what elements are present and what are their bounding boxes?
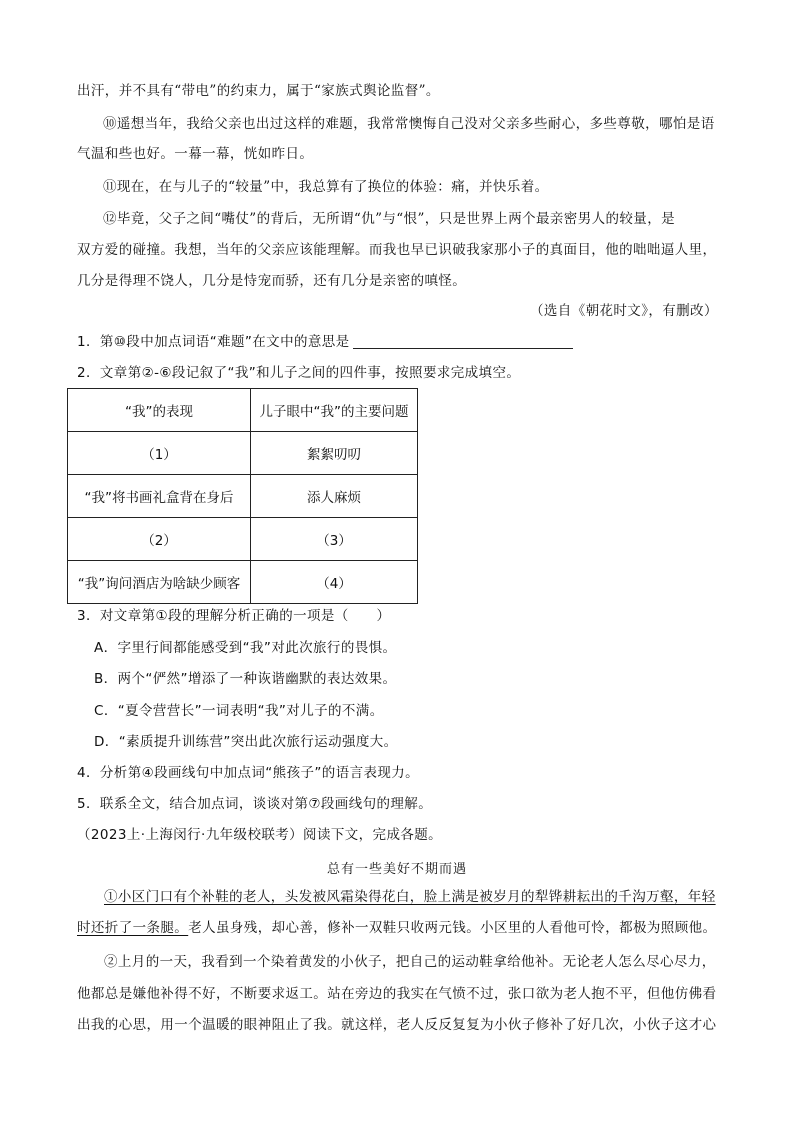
table-cell: “我”询问酒店为啥缺少顾客 (68, 561, 251, 604)
fill-in-table (67, 388, 418, 604)
question-2: 2．文章第②-⑥段记叙了“我”和儿子之间的四件事，按照要求完成填空。 (77, 365, 521, 381)
underlined-sentence: 时还折了一条腿。 (77, 920, 189, 936)
paragraph-2-line: ②上月的一天，我看到一个染着黄发的小伙子，把自己的运动鞋拿给他补。无论老人怎么尽心尽力， (104, 954, 716, 970)
table-row (68, 518, 418, 561)
paragraph-11: ⑪现在，在与儿子的“较量”中，我总算有了换位的体验：痛，并快乐着。 (103, 179, 549, 195)
question-3: 3．对文章第①段的理解分析正确的一项是（ ） (77, 608, 391, 624)
table-cell: （2） (68, 518, 251, 561)
paragraph-10-line: ⑩遥想当年，我给父亲也出过这样的难题，我常常懊悔自己没对父亲多些耐心，多些尊敬，哪怕是语 (103, 116, 715, 132)
table-cell: 添人麻烦 (251, 475, 418, 518)
paragraph-2-line: 出我的心思，用一个温暖的眼神阻止了我。就这样，老人反反复复为小伙子修补了好几次，小伙子这才心 (77, 1017, 717, 1033)
reading-intro: （2023上·上海闵行·九年级校联考）阅读下文，完成各题。 (77, 827, 443, 843)
table-row (68, 432, 418, 475)
paragraph-12-line: 双方爱的碰撞。我想，当年的父亲应该能理解。而我也早已识破我家那小子的真面目，他的咄咄逼人里， (77, 242, 717, 258)
paragraph-10-line: 气温和些也好。一幕一幕，恍如昨日。 (77, 146, 314, 162)
paragraph-1-line: ①小区门口有个补鞋的老人，头发被风霜染得花白，脸上满是被岁月的犁铧耕耘出的千沟万壑，年轻 (104, 889, 716, 905)
table-row (68, 475, 418, 518)
table-cell: （4） (251, 561, 418, 604)
passage-line: 出汗，并不具有“带电”的约束力，属于“家族式舆论监督”。 (77, 83, 440, 99)
article-title: 总有一些美好不期而遇 (326, 862, 467, 877)
paragraph-12-line: 几分是得理不饶人，几分是恃宠而骄，还有几分是亲密的嗔怪。 (77, 273, 467, 289)
table-row (68, 561, 418, 604)
table-cell: （3） (251, 518, 418, 561)
table-cell: （1） (68, 432, 251, 475)
option-b[interactable]: B．两个“俨然”增添了一种诙谐幽默的表达效果。 (94, 671, 397, 687)
table-header: “我”的表现 (68, 389, 251, 432)
option-c[interactable]: C．“夏令营营长”一词表明“我”对儿子的不满。 (94, 703, 384, 719)
source-note: （选自《朝花时文》，有删改） (530, 303, 718, 319)
question-1: 1．第⑩段中加点词语“难题”在文中的意思是 (77, 334, 350, 350)
paragraph-2-line: 他都总是嫌他补得不好，不断要求返工。站在旁边的我实在气愤不过，张口欲为老人抱不平，但他仿佛看 (77, 986, 717, 1002)
option-a[interactable]: A．字里行间都能感受到“我”对此次旅行的畏惧。 (94, 640, 397, 656)
answer-blank[interactable] (353, 348, 573, 349)
table-cell: “我”将书画礼盒背在身后 (68, 475, 251, 518)
table-header: 儿子眼中“我”的主要问题 (251, 389, 418, 432)
paragraph-1-line (77, 919, 716, 937)
paragraph-12-line: ⑫毕竟，父子之间“嘴仗”的背后，无所谓“仇”与“恨”，只是世界上两个最亲密男人的较量，是 (103, 211, 676, 227)
option-d[interactable]: D．“素质提升训练营”突出此次旅行运动强度大。 (94, 734, 398, 750)
table-header-row (68, 389, 418, 432)
question-5: 5．联系全文，结合加点词，谈谈对第⑦段画线句的理解。 (77, 796, 433, 812)
question-4: 4．分析第④段画线句中加点词“熊孩子”的语言表现力。 (77, 765, 420, 781)
table-cell: 絮絮叨叨 (251, 432, 418, 475)
sentence: 老人虽身残，却心善，修补一双鞋只收两元钱。小区里的人看他可怜，都极为照顾他。 (188, 920, 717, 936)
